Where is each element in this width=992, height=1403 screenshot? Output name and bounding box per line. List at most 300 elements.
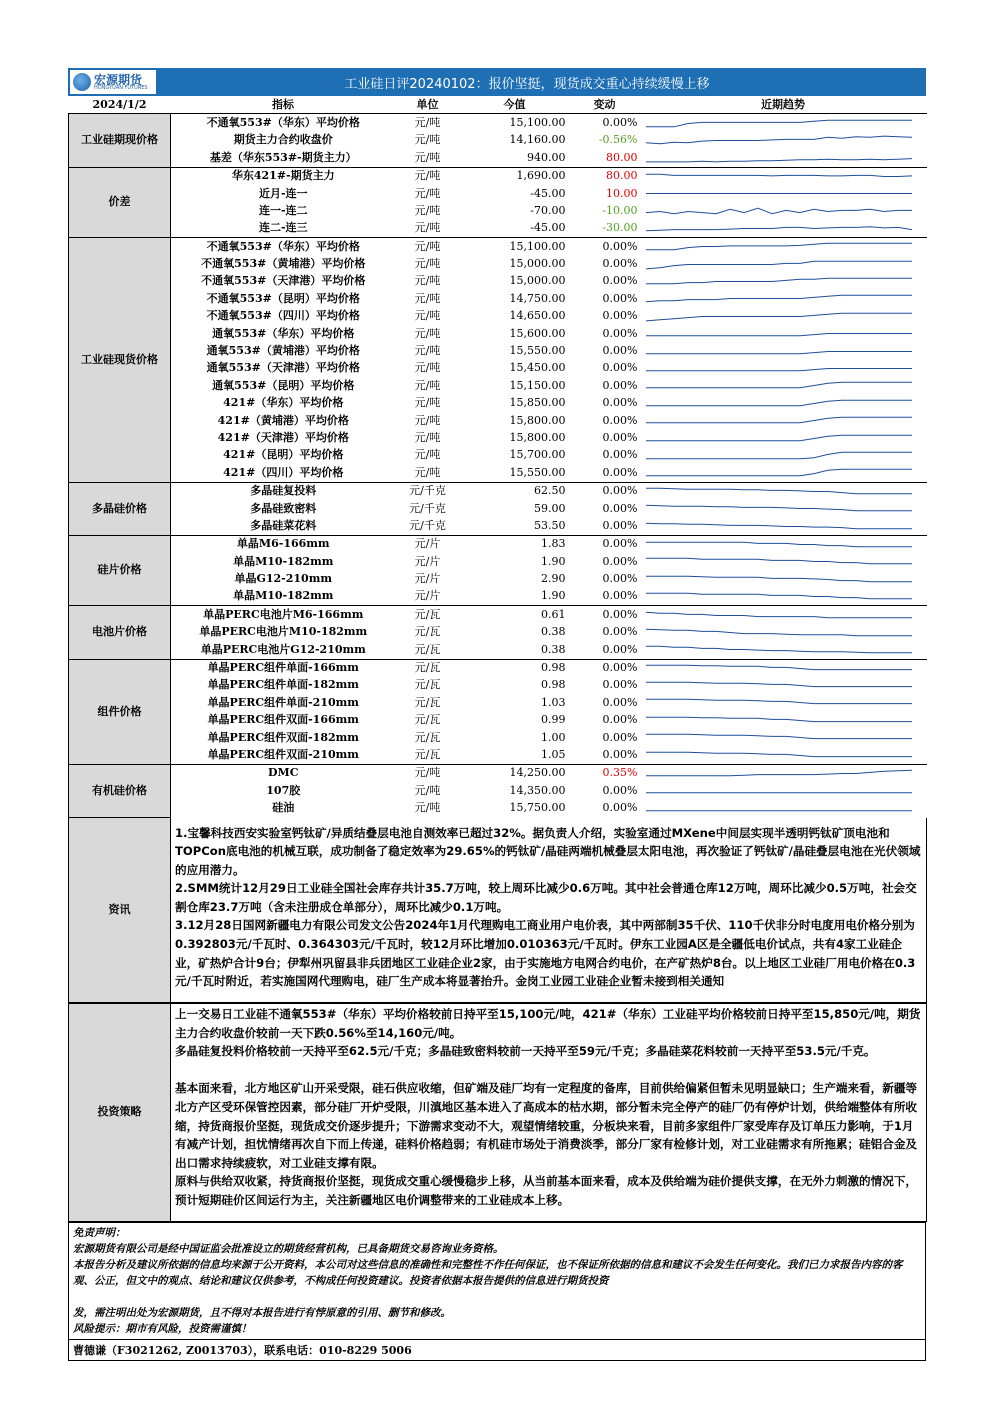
indicator-name: 通氧553#（黄埔港）平均价格 — [206, 344, 360, 358]
trend-line — [646, 593, 912, 599]
table-row — [69, 464, 927, 482]
change-cell: -0.56% — [598, 133, 638, 147]
change-cell: 0.00% — [602, 274, 638, 288]
trend-sparkline — [640, 500, 927, 517]
change-cell: -30.00 — [602, 221, 638, 235]
trend-line — [646, 488, 912, 494]
change-cell: 0.00% — [570, 238, 640, 256]
value-cell: 14,750.00 — [509, 291, 566, 305]
value-cell: 0.98 — [460, 659, 570, 677]
unit-cell: 元/吨 — [414, 274, 441, 288]
indicator-name: 单晶PERC电池片M10-182mm — [199, 625, 368, 639]
indicator-name: 多晶硅致密料 — [250, 501, 317, 515]
table-row — [69, 624, 927, 641]
value-cell: 15,850.00 — [509, 396, 566, 410]
header-trend: 近期趋势 — [640, 96, 927, 114]
value-cell: -45.00 — [530, 186, 566, 200]
change-cell: 0.00% — [602, 430, 638, 444]
unit-cell: 元/瓦 — [396, 606, 460, 624]
change-cell: 0.00% — [602, 291, 638, 305]
unit-cell: 元/瓦 — [414, 695, 441, 709]
trend-sparkline — [640, 377, 927, 394]
paragraph — [175, 1061, 922, 1080]
trend-sparkline — [640, 571, 927, 588]
trend-sparkline — [640, 641, 927, 659]
unit-cell: 元/吨 — [414, 344, 441, 358]
table-row — [69, 677, 927, 694]
trend-line — [646, 559, 912, 565]
value-cell: 940.00 — [527, 150, 566, 164]
unit-cell: 元/吨 — [414, 361, 441, 375]
change-cell: 0.00% — [570, 606, 640, 624]
trend-sparkline — [640, 588, 927, 606]
value-cell: 1.90 — [541, 589, 566, 603]
trend-sparkline — [640, 290, 927, 307]
value-cell: 1.83 — [460, 535, 570, 553]
trend-line — [646, 752, 912, 756]
unit-cell: 元/片 — [414, 554, 441, 568]
value-cell: 0.99 — [541, 713, 566, 727]
unit-cell: 元/吨 — [414, 257, 441, 271]
value-cell: -45.00 — [530, 221, 566, 235]
header-change: 变动 — [570, 96, 640, 114]
trend-sparkline — [640, 220, 927, 238]
news-body — [171, 818, 927, 1003]
trend-line — [646, 296, 912, 303]
trend-line — [646, 136, 912, 144]
change-cell: 80.00 — [606, 150, 638, 164]
change-cell: -10.00 — [602, 203, 638, 217]
trend-line — [646, 576, 912, 582]
unit-cell: 元/吨 — [414, 465, 441, 479]
trend-line — [646, 208, 912, 214]
trend-sparkline — [640, 256, 927, 273]
unit-cell: 元/吨 — [414, 430, 441, 444]
indicator-name: 通氧553#（天津港）平均价格 — [206, 361, 360, 375]
change-cell: 0.00% — [602, 642, 638, 656]
trend-sparkline — [640, 395, 927, 412]
change-cell: 0.00% — [570, 659, 640, 677]
unit-cell: 元/吨 — [396, 764, 460, 782]
value-cell: 62.50 — [460, 482, 570, 500]
paragraph: 3.12月28日国网新疆电力有限公司发文公告2024年1月代理购电工商业用户电价表，其中两部制35千伏、110千伏非分时电度用电价格分别为0.392803元/千瓦时、0.364303元/千瓦时，较12月环比增加0.010363元/千瓦时。伊东工业园A区是全疆低电价试点，共有4家工业硅企业，矿热炉合计9台；伊犁州巩留县非兵团地区工业硅企业2家，由于实施地方电网合约电价，在产矿热炉8台。以上地区工业硅厂用电价格在0.3元/千瓦时附近，若实施国网代理购电，硅厂生产成本将显著抬升。金岗工业园工业硅企业暂未接到相关通知 — [175, 918, 916, 989]
paragraph: 上一交易日工业硅不通氧553#（华东）平均价格较前日持平至15,100元/吨，421#（华东）工业硅平均价格较前日持平至15,850元/吨，期货主力合约收盘价较前一天下跌0.56%至14,160元/吨。 — [175, 1007, 921, 1040]
value-cell: 15,000.00 — [509, 274, 566, 288]
change-cell: 0.00% — [602, 465, 638, 479]
indicator-name: 421#（四川）平均价格 — [223, 465, 344, 479]
trend-line — [646, 734, 912, 738]
table-row — [69, 641, 927, 659]
indicator-name: 421#（黄埔港）平均价格 — [217, 413, 349, 427]
indicator-name: 连一-连二 — [258, 203, 308, 217]
unit-cell: 元/瓦 — [414, 730, 441, 744]
trend-sparkline — [640, 729, 927, 746]
header-unit: 单位 — [396, 96, 460, 114]
unit-cell: 元/吨 — [414, 378, 441, 392]
change-cell: 80.00 — [570, 167, 640, 185]
change-cell: 0.00% — [602, 554, 638, 568]
change-cell: 0.00% — [602, 572, 638, 586]
indicator-name: 单晶PERC电池片M6-166mm — [171, 606, 396, 624]
change-cell: 0.00% — [602, 589, 638, 603]
paragraph: 多晶硅复投料价格较前一天持平至62.5元/千克；多晶硅致密料较前一天持平至59元/千克；多晶硅菜花料较前一天持平至53.5元/千克。 — [175, 1044, 876, 1059]
table-row — [69, 290, 927, 307]
trend-line — [646, 261, 912, 269]
table-row — [69, 342, 927, 359]
trend-sparkline — [640, 535, 927, 553]
trend-line — [646, 665, 912, 669]
value-cell: 15,150.00 — [509, 378, 566, 392]
header-indicator: 指标 — [171, 96, 396, 114]
trend-sparkline — [640, 694, 927, 711]
paragraph — [73, 1289, 921, 1305]
table-row — [69, 482, 927, 500]
trend-line — [646, 629, 912, 636]
value-cell: 1,690.00 — [460, 167, 570, 185]
table-row — [69, 273, 927, 290]
change-cell: 0.00% — [602, 518, 638, 532]
paragraph: 原料与供给双收紧，持货商报价坚挺，现货成交重心缓慢稳步上移，从当前基本面来看，成本及供给端为硅价提供支撑，在无外力刺激的情况下，预计短期硅价区间运行为主，关注新疆地区电价调整带来的工业硅成本上移。 — [175, 1174, 918, 1207]
indicator-name: 421#（昆明）平均价格 — [223, 448, 344, 462]
table-row — [69, 694, 927, 711]
change-cell: 0.00% — [602, 678, 638, 692]
trend-line — [646, 700, 912, 704]
change-cell: 0.00% — [602, 801, 638, 815]
table-row — [69, 377, 927, 394]
news-label: 资讯 — [69, 818, 171, 1003]
change-cell: 0.00% — [602, 783, 638, 797]
indicator-name: 通氧553#（昆明）平均价格 — [212, 378, 355, 392]
group-label: 组件价格 — [69, 659, 171, 764]
unit-cell: 元/片 — [414, 589, 441, 603]
change-cell: 0.00% — [570, 482, 640, 500]
indicator-name: 硅油 — [272, 801, 295, 815]
indicator-name: 单晶M10-182mm — [233, 554, 334, 568]
trend-line — [646, 351, 912, 353]
trend-line — [646, 417, 912, 423]
trend-sparkline — [640, 149, 927, 167]
table-row — [69, 220, 927, 238]
change-cell: 0.00% — [602, 413, 638, 427]
value-cell: 1.03 — [541, 695, 566, 709]
unit-cell: 元/吨 — [414, 133, 441, 147]
trend-sparkline — [640, 746, 927, 764]
table-row — [69, 395, 927, 412]
unit-cell: 元/瓦 — [414, 678, 441, 692]
unit-cell: 元/吨 — [414, 221, 441, 235]
trend-line — [646, 227, 912, 231]
group-label: 有机硅价格 — [69, 764, 171, 817]
trend-line — [646, 313, 912, 321]
value-cell: 15,450.00 — [509, 361, 566, 375]
trend-sparkline — [640, 185, 927, 202]
company-logo — [70, 70, 156, 94]
trend-sparkline — [640, 132, 927, 149]
disclaimer-title: 免责声明： — [73, 1227, 126, 1240]
trend-sparkline — [640, 412, 927, 429]
value-cell: 15,000.00 — [509, 257, 566, 271]
indicator-name: 单晶PERC组件双面-182mm — [207, 730, 359, 744]
value-cell: 15,700.00 — [509, 448, 566, 462]
strategy-section — [68, 1003, 927, 1222]
value-cell: 0.98 — [541, 678, 566, 692]
group-label: 价差 — [69, 167, 171, 238]
indicator-name: 单晶PERC组件双面-166mm — [207, 713, 359, 727]
unit-cell: 元/瓦 — [414, 625, 441, 639]
change-cell: 0.00% — [602, 309, 638, 323]
value-cell: 1.05 — [541, 748, 566, 761]
change-cell: 0.00% — [602, 625, 638, 639]
group-label: 多晶硅价格 — [69, 482, 171, 535]
indicator-name: 不通氧553#（华东）平均价格 — [171, 238, 396, 256]
trend-line — [646, 470, 912, 477]
trend-line — [646, 717, 912, 721]
trend-line — [646, 452, 912, 459]
contact-line: 曹德谦（F3021262, Z0013703），联系电话：010-8229 5006 — [69, 1339, 925, 1360]
unit-cell: 元/吨 — [414, 413, 441, 427]
table-row — [69, 149, 927, 167]
table-row — [69, 588, 927, 606]
trend-line — [646, 278, 912, 284]
value-cell: 14,160.00 — [509, 133, 566, 147]
trend-sparkline — [640, 360, 927, 377]
trend-sparkline — [640, 553, 927, 570]
unit-cell: 元/吨 — [396, 167, 460, 185]
trend-sparkline — [640, 167, 927, 185]
change-cell: 0.00% — [602, 326, 638, 340]
logo-name-en: HONGYUAN FUTURES — [94, 84, 148, 91]
change-cell: 0.00% — [602, 115, 638, 129]
unit-cell: 元/千克 — [396, 482, 460, 500]
table-row — [69, 729, 927, 746]
table-row — [69, 535, 927, 553]
table-row — [69, 782, 927, 799]
trend-line — [646, 120, 912, 127]
table-row — [69, 517, 927, 535]
trend-line — [646, 505, 912, 511]
value-cell: 15,550.00 — [509, 344, 566, 358]
trend-sparkline — [640, 712, 927, 729]
value-cell: 1.90 — [541, 554, 566, 568]
unit-cell: 元/吨 — [414, 115, 441, 129]
indicator-name: 通氧553#（华东）平均价格 — [212, 326, 355, 340]
table-row — [69, 132, 927, 149]
trend-line — [646, 682, 912, 686]
trend-sparkline — [640, 202, 927, 219]
unit-cell: 元/瓦 — [414, 713, 441, 727]
table-row — [69, 553, 927, 570]
table-row — [69, 202, 927, 219]
table-row — [69, 571, 927, 588]
unit-cell: 元/吨 — [414, 309, 441, 323]
paragraph: 发，需注明出处为宏源期货，且不得对本报告进行有悖原意的引用、删节和修改。 — [73, 1307, 451, 1320]
change-cell: 0.00% — [602, 730, 638, 744]
table-row — [69, 238, 927, 256]
trend-sparkline — [640, 606, 927, 624]
indicator-name: 不通氧553#（四川）平均价格 — [206, 309, 360, 323]
value-cell: 15,600.00 — [509, 326, 566, 340]
trend-sparkline — [640, 482, 927, 500]
indicator-name: 107胶 — [266, 783, 301, 797]
disclaimer-section — [68, 1222, 926, 1361]
value-cell: 15,800.00 — [509, 413, 566, 427]
trend-sparkline — [640, 464, 927, 482]
indicator-name: 单晶M10-182mm — [233, 589, 334, 603]
change-cell: 0.00% — [602, 378, 638, 392]
trend-line — [646, 770, 912, 776]
paragraph: 宏源期货有限公司是经中国证监会批准设立的期货经营机构，已具备期货交易咨询业务资格。 — [73, 1243, 504, 1256]
indicator-name: 421#（华东）平均价格 — [223, 396, 344, 410]
value-cell: -70.00 — [530, 203, 566, 217]
change-cell: 0.00% — [602, 396, 638, 410]
paragraph: 2.SMM统计12月29日工业硅全国社会库存共计35.7万吨，较上周环比减少0.6万吨。其中社会普通仓库12万吨，周环比减少0.5万吨，社会交割仓库23.7万吨（含未注册成仓单部分），周环比减少0.1万吨。 — [175, 881, 917, 914]
value-cell: 0.61 — [460, 606, 570, 624]
table-row — [69, 360, 927, 377]
value-cell: 14,650.00 — [509, 309, 566, 323]
trend-sparkline — [640, 624, 927, 641]
indicator-name: 单晶PERC组件单面-210mm — [207, 695, 359, 709]
paragraph: 本报告分析及建议所依据的信息均来源于公开资料，本公司对这些信息的准确性和完整性不作任何保证，也不保证所依据的信息和建议不会发生任何变化。我们已力求报告内容的客观、公正，但文中的观点、结论和建议仅供参考，不构成任何投资建议。投资者依据本报告提供的信息进行期货投资 — [73, 1259, 903, 1288]
change-cell: 0.00% — [602, 695, 638, 709]
logo-globe-icon — [73, 73, 91, 91]
trend-line — [646, 523, 912, 529]
value-cell: 53.50 — [534, 518, 566, 532]
unit-cell: 元/千克 — [409, 501, 446, 515]
change-cell: 0.00% — [602, 344, 638, 358]
paragraph: 基本面来看，北方地区矿山开采受限，硅石供应收缩，但矿端及硅厂均有一定程度的备库，目前供给偏紧但暂未见明显缺口；生产端来看，新疆等北方产区受环保管控因素，部分硅厂开炉受限，川滇地区基本进入了高成本的枯水期，部分暂未完全停产的硅厂仍有停炉计划，供给端整体有所收缩，持货商报价坚挺，现货成交价逐步提升；下游需求变动不大，观望情绪较重，分板块来看，目前多家组件厂家受库存及订单压力影响，于1月有减产计划，担忧情绪再次自下而上传递，硅料价格趋弱；有机硅市场处于消费淡季，部分厂家有检修计划，对工业硅需求有所拖累；硅铝合金及出口需求持续疲软，对工业硅支撑有限。 — [175, 1081, 918, 1170]
header-value: 今值 — [460, 96, 570, 114]
indicator-name: 单晶PERC组件单面-166mm — [171, 659, 396, 677]
news-section — [68, 818, 927, 1004]
table-row — [69, 114, 927, 132]
trend-sparkline — [640, 238, 927, 256]
change-cell: 0.00% — [602, 501, 638, 515]
unit-cell: 元/吨 — [396, 238, 460, 256]
paragraph: 1.宝馨科技西安实验室钙钛矿/异质结叠层电池自测效率已超过32%。据负责人介绍，实验室通过MXene中间层实现半透明钙钛矿顶电池和TOPCon底电池的机械互联，成功制备了稳定效率为29.65%的钙钛矿/晶硅两端机械叠层太阳电池，再次验证了钙钛矿/晶硅叠层电池在光伏领域的应用潜力。 — [175, 825, 921, 877]
table-row — [69, 500, 927, 517]
trend-line — [646, 174, 912, 176]
value-cell: 14,350.00 — [509, 783, 566, 797]
trend-sparkline — [640, 764, 927, 782]
logo-name: 宏源期货 — [94, 72, 143, 87]
table-row — [69, 606, 927, 624]
unit-cell: 元/吨 — [414, 326, 441, 340]
unit-cell: 元/片 — [414, 572, 441, 586]
unit-cell: 元/吨 — [414, 186, 441, 200]
table-row — [69, 712, 927, 729]
indicator-name: 不通氧553#（昆明）平均价格 — [206, 291, 360, 305]
trend-sparkline — [640, 308, 927, 325]
change-cell: 0.00% — [602, 361, 638, 375]
unit-cell: 元/吨 — [414, 203, 441, 217]
trend-line — [646, 646, 912, 653]
value-cell: 2.90 — [541, 572, 566, 586]
indicator-name: 单晶PERC组件双面-210mm — [207, 748, 359, 761]
indicator-name: 多晶硅复投料 — [171, 482, 396, 500]
table-row — [69, 185, 927, 202]
indicator-name: 单晶M6-166mm — [171, 535, 396, 553]
unit-cell: 元/吨 — [414, 396, 441, 410]
trend-line — [646, 244, 912, 251]
value-cell: 15,750.00 — [509, 801, 566, 815]
trend-sparkline — [640, 659, 927, 677]
table-row — [69, 447, 927, 464]
change-cell: 0.00% — [602, 748, 638, 761]
table-row — [69, 746, 927, 764]
unit-cell: 元/瓦 — [414, 642, 441, 656]
value-cell: 15,100.00 — [509, 115, 566, 129]
trend-line — [646, 612, 912, 618]
trend-sparkline — [640, 677, 927, 694]
strategy-body — [171, 1004, 927, 1222]
unit-cell: 元/吨 — [414, 150, 441, 164]
indicator-name: 连二-连三 — [258, 221, 308, 235]
trend-line — [646, 159, 912, 162]
trend-sparkline — [640, 325, 927, 342]
indicator-name: 单晶G12-210mm — [234, 572, 332, 586]
unit-cell: 元/片 — [396, 535, 460, 553]
table-row — [69, 412, 927, 429]
trend-sparkline — [640, 800, 927, 817]
trend-line — [646, 383, 912, 389]
indicator-name: 不通氧553#（华东）平均价格 — [206, 115, 360, 129]
change-cell: 0.00% — [570, 535, 640, 553]
trend-sparkline — [640, 782, 927, 799]
group-label: 工业硅期现价格 — [69, 114, 171, 167]
title-bar — [68, 68, 926, 96]
trend-sparkline — [640, 342, 927, 359]
value-cell: 0.38 — [541, 625, 566, 639]
indicator-name: 单晶PERC电池片G12-210mm — [200, 642, 366, 656]
group-label: 硅片价格 — [69, 535, 171, 606]
value-cell: 59.00 — [534, 501, 566, 515]
report-title: 工业硅日评20240102：报价坚挺，现货成交重心持续缓慢上移 — [344, 76, 710, 92]
trend-sparkline — [640, 517, 927, 535]
table-header — [69, 96, 927, 114]
unit-cell: 元/吨 — [414, 801, 441, 815]
group-label: 电池片价格 — [69, 606, 171, 659]
change-cell: 0.00% — [602, 257, 638, 271]
unit-cell: 元/瓦 — [414, 748, 441, 761]
value-cell: 0.38 — [541, 642, 566, 656]
unit-cell: 元/瓦 — [396, 659, 460, 677]
trend-line — [646, 435, 912, 441]
value-cell: 15,800.00 — [509, 430, 566, 444]
trend-line — [646, 400, 912, 406]
unit-cell: 元/吨 — [414, 448, 441, 462]
report-sheet — [68, 68, 926, 1361]
table-row — [69, 800, 927, 817]
indicator-name: 基差（华东553#-期货主力） — [209, 150, 357, 164]
indicator-name: 421#（天津港）平均价格 — [217, 430, 349, 444]
unit-cell: 元/吨 — [414, 783, 441, 797]
strategy-label: 投资策略 — [69, 1004, 171, 1222]
table-row — [69, 308, 927, 325]
indicator-name: 单晶PERC组件单面-182mm — [207, 678, 359, 692]
value-cell: 1.00 — [541, 730, 566, 744]
indicator-name: 近月-连一 — [258, 186, 308, 200]
indicator-name: 不通氧553#（天津港）平均价格 — [201, 274, 366, 288]
change-cell: 10.00 — [606, 186, 638, 200]
value-cell: 14,250.00 — [460, 764, 570, 782]
change-cell: 0.00% — [602, 713, 638, 727]
trend-sparkline — [640, 273, 927, 290]
change-cell: 0.35% — [570, 764, 640, 782]
paragraph: 风险提示：期市有风险，投资需谨慎！ — [73, 1323, 252, 1336]
indicator-name: 不通氧553#（黄埔港）平均价格 — [201, 257, 366, 271]
indicator-name: 华东421#-期货主力 — [171, 167, 396, 185]
indicator-name: DMC — [171, 764, 396, 782]
